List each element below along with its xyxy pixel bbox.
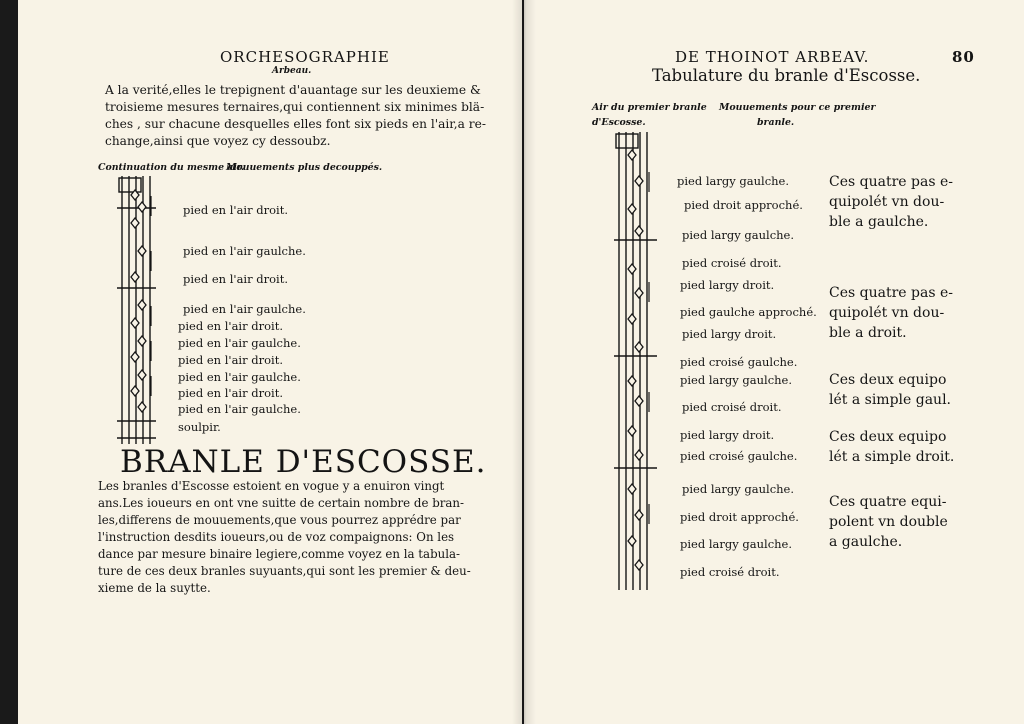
step-item: soulpir.	[178, 420, 221, 434]
note-line: Ces quatre pas e-	[829, 174, 953, 190]
step-item: pied largy gaulche.	[680, 537, 793, 551]
step-item: pied gaulche approché.	[680, 305, 817, 319]
step-item: pied en l'air gaulche.	[183, 302, 306, 316]
note-line: ble a gaulche.	[829, 214, 929, 230]
note-line: lét a simple droit.	[829, 449, 955, 465]
step-item: pied droit approché.	[684, 198, 803, 212]
section-line: ture de ces deux branles suyuants,qui sont les premier & deu-	[98, 564, 471, 578]
steps-heading-line: branle.	[757, 117, 795, 128]
step-item: pied croisé droit.	[682, 400, 782, 414]
step-item: pied largy gaulche.	[682, 228, 795, 242]
step-item: pied en l'air droit.	[178, 319, 283, 333]
tabulature-title: Tabulature du branle d'Escosse.	[652, 66, 921, 85]
step-item: pied en l'air droit.	[178, 353, 283, 367]
music-heading-line: Air du premier branle	[592, 102, 707, 113]
music-column-heading: Continuation du mesme air.	[98, 162, 245, 173]
steps-column-heading: Mouuements plus decouppés.	[226, 162, 383, 173]
margin-note	[829, 370, 951, 410]
step-item: pied largy droit.	[680, 428, 775, 442]
right-page	[524, 0, 1024, 724]
step-item: pied en l'air droit.	[178, 386, 283, 400]
section-line: ans.Les ioueurs en ont vne suitte de certain nombre de bran-	[98, 496, 465, 510]
margin-note	[829, 492, 948, 552]
music-staff	[116, 176, 160, 444]
step-item: pied en l'air gaulche.	[178, 370, 301, 384]
intro-paragraph	[105, 82, 486, 150]
intro-line: change,ainsi que voyez cy dessoubz.	[105, 134, 331, 148]
step-item: pied croisé droit.	[680, 565, 780, 579]
note-line: quipolét vn dou-	[829, 305, 945, 321]
folio-number: 80	[952, 48, 975, 66]
note-line: lét a simple gaul.	[829, 392, 952, 408]
section-line: l'instruction desdits ioueurs,ou de voz compaignons: On les	[98, 530, 455, 544]
step-item: pied en l'air gaulche.	[183, 244, 306, 258]
step-item: pied largy droit.	[680, 278, 775, 292]
section-line: Les branles d'Escosse estoient en vogue y a enuiron vingt	[98, 479, 445, 493]
steps-column-heading	[719, 100, 875, 130]
music-staff	[613, 132, 661, 590]
step-item: pied en l'air droit.	[183, 203, 288, 217]
step-item: pied droit approché.	[680, 510, 799, 524]
step-item: pied croisé droit.	[682, 256, 782, 270]
book-spine-shadow	[512, 0, 536, 724]
margin-note	[829, 283, 953, 343]
step-item: pied en l'air gaulche.	[178, 402, 301, 416]
step-item: pied largy gaulche.	[680, 373, 793, 387]
step-item: pied croisé gaulche.	[680, 449, 798, 463]
music-heading-line: d'Escosse.	[592, 117, 646, 128]
note-line: Ces deux equipo	[829, 372, 947, 388]
note-line: quipolét vn dou-	[829, 194, 945, 210]
intro-line: troisieme mesures ternaires,qui contiennent six minimes blä-	[105, 100, 485, 114]
step-item: pied largy droit.	[682, 327, 777, 341]
margin-note	[829, 172, 953, 232]
steps-heading-line: Mouuements pour ce premier	[719, 102, 876, 113]
left-page	[18, 0, 522, 724]
step-item: pied croisé gaulche.	[680, 355, 798, 369]
step-item: pied largy gaulche.	[677, 174, 790, 188]
margin-note	[829, 427, 954, 467]
intro-line: ches , sur chacune desquelles elles font six pieds en l'air,a re-	[105, 117, 486, 131]
section-line: les,differens de mouuements,que vous pourrez apprédre par	[98, 513, 461, 527]
note-line: Ces quatre pas e-	[829, 285, 953, 301]
section-line: dance par mesure binaire legiere,comme voyez en la tabula-	[98, 547, 461, 561]
note-line: a gaulche.	[829, 534, 903, 550]
note-line: polent vn double	[829, 514, 948, 530]
note-line: Ces deux equipo	[829, 429, 947, 445]
step-item: pied en l'air droit.	[183, 272, 288, 286]
step-item: pied largy gaulche.	[682, 482, 795, 496]
intro-line: A la verité,elles le trepignent d'auantage sur les deuxieme &	[105, 83, 481, 97]
running-head-right: DE THOINOT ARBEAV.	[675, 48, 870, 66]
running-head-left: ORCHESOGRAPHIE	[220, 48, 390, 66]
note-line: ble a droit.	[829, 325, 907, 341]
section-title: BRANLE D'ESCOSSE.	[120, 444, 487, 480]
section-paragraph	[98, 478, 471, 597]
step-item: pied en l'air gaulche.	[178, 336, 301, 350]
catchword: Arbeau.	[272, 66, 312, 76]
note-line: Ces quatre equi-	[829, 494, 947, 510]
music-column-heading	[592, 100, 707, 130]
section-line: xieme de la suytte.	[98, 581, 211, 595]
